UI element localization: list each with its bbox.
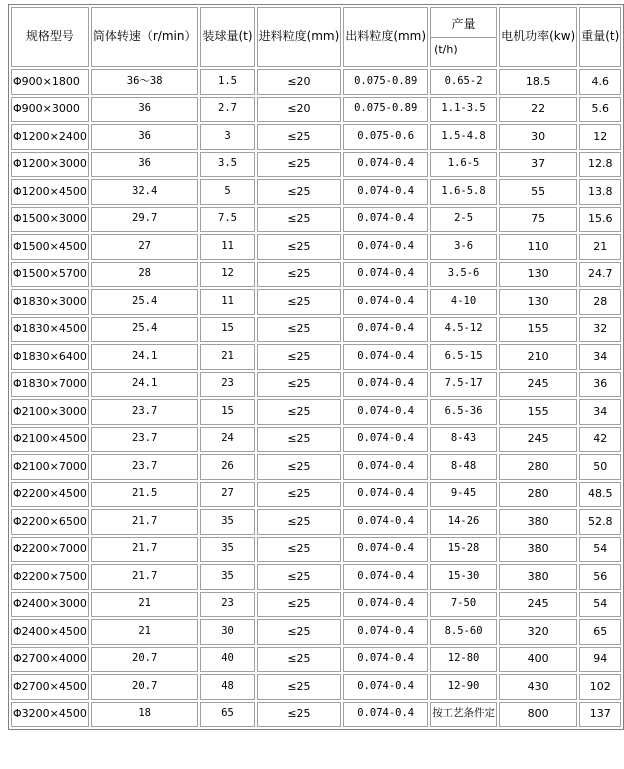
cell-speed: 28 <box>91 262 199 288</box>
cell-discharge-size: 0.074-0.4 <box>343 399 428 425</box>
cell-capacity: 14-26 <box>430 509 497 535</box>
cell-weight: 65 <box>579 619 621 645</box>
cell-ball-load: 5 <box>200 179 254 205</box>
cell-model: Φ1830×7000 <box>11 372 89 398</box>
table-row <box>11 317 621 343</box>
cell-ball-load: 35 <box>200 537 254 563</box>
cell-ball-load: 35 <box>200 564 254 590</box>
cell-model: Φ1500×5700 <box>11 262 89 288</box>
table-row <box>11 372 621 398</box>
cell-discharge-size: 0.074-0.4 <box>343 234 428 260</box>
cell-power: 30 <box>499 124 577 150</box>
cell-power: 400 <box>499 647 577 673</box>
cell-weight: 28 <box>579 289 621 315</box>
cell-model: Φ2700×4500 <box>11 674 89 700</box>
cell-capacity: 3.5-6 <box>430 262 497 288</box>
cell-discharge-size: 0.074-0.4 <box>343 482 428 508</box>
cell-ball-load: 11 <box>200 289 254 315</box>
cell-feed-size: ≤25 <box>257 207 342 233</box>
cell-speed: 21.7 <box>91 564 199 590</box>
cell-speed: 23.7 <box>91 454 199 480</box>
cell-discharge-size: 0.074-0.4 <box>343 702 428 728</box>
cell-power: 245 <box>499 427 577 453</box>
cell-feed-size: ≤25 <box>257 702 342 728</box>
cell-speed: 21.5 <box>91 482 199 508</box>
cell-feed-size: ≤25 <box>257 537 342 563</box>
cell-feed-size: ≤25 <box>257 124 342 150</box>
cell-feed-size: ≤25 <box>257 372 342 398</box>
cell-power: 245 <box>499 592 577 618</box>
cell-capacity: 7.5-17 <box>430 372 497 398</box>
cell-feed-size: ≤25 <box>257 619 342 645</box>
table-row <box>11 509 621 535</box>
cell-power: 110 <box>499 234 577 260</box>
cell-feed-size: ≤25 <box>257 454 342 480</box>
cell-capacity: 12-80 <box>430 647 497 673</box>
cell-discharge-size: 0.074-0.4 <box>343 317 428 343</box>
cell-speed: 21 <box>91 619 199 645</box>
cell-weight: 4.6 <box>579 69 621 95</box>
cell-feed-size: ≤25 <box>257 674 342 700</box>
cell-power: 22 <box>499 97 577 123</box>
cell-ball-load: 23 <box>200 592 254 618</box>
cell-speed: 27 <box>91 234 199 260</box>
cell-capacity: 4-10 <box>430 289 497 315</box>
cell-capacity: 8-43 <box>430 427 497 453</box>
cell-capacity: 1.6-5.8 <box>430 179 497 205</box>
cell-weight: 34 <box>579 344 621 370</box>
table-row <box>11 97 621 123</box>
table-row <box>11 564 621 590</box>
header-model: 规格型号 <box>11 7 89 67</box>
cell-capacity: 1.5-4.8 <box>430 124 497 150</box>
cell-capacity: 4.5-12 <box>430 317 497 343</box>
cell-feed-size: ≤25 <box>257 592 342 618</box>
cell-power: 130 <box>499 289 577 315</box>
cell-model: Φ2100×3000 <box>11 399 89 425</box>
cell-discharge-size: 0.074-0.4 <box>343 674 428 700</box>
cell-ball-load: 30 <box>200 619 254 645</box>
cell-speed: 36～38 <box>91 69 199 95</box>
cell-weight: 54 <box>579 592 621 618</box>
cell-power: 380 <box>499 509 577 535</box>
cell-discharge-size: 0.074-0.4 <box>343 537 428 563</box>
cell-model: Φ2400×4500 <box>11 619 89 645</box>
cell-weight: 32 <box>579 317 621 343</box>
cell-discharge-size: 0.075-0.89 <box>343 69 428 95</box>
table-row <box>11 152 621 178</box>
cell-speed: 36 <box>91 97 199 123</box>
cell-ball-load: 3 <box>200 124 254 150</box>
cell-discharge-size: 0.075-0.6 <box>343 124 428 150</box>
table-row <box>11 289 621 315</box>
cell-discharge-size: 0.074-0.4 <box>343 289 428 315</box>
cell-feed-size: ≤25 <box>257 482 342 508</box>
cell-ball-load: 11 <box>200 234 254 260</box>
header-capacity <box>430 7 497 67</box>
cell-capacity: 1.6-5 <box>430 152 497 178</box>
cell-discharge-size: 0.074-0.4 <box>343 427 428 453</box>
cell-speed: 23.7 <box>91 399 199 425</box>
cell-ball-load: 40 <box>200 647 254 673</box>
cell-model: Φ2200×7500 <box>11 564 89 590</box>
cell-feed-size: ≤25 <box>257 317 342 343</box>
table-row <box>11 537 621 563</box>
cell-weight: 102 <box>579 674 621 700</box>
cell-speed: 36 <box>91 152 199 178</box>
cell-speed: 36 <box>91 124 199 150</box>
cell-ball-load: 7.5 <box>200 207 254 233</box>
cell-weight: 24.7 <box>579 262 621 288</box>
cell-weight: 34 <box>579 399 621 425</box>
header-capacity-unit: (t/h) <box>434 43 458 57</box>
cell-discharge-size: 0.074-0.4 <box>343 372 428 398</box>
cell-speed: 20.7 <box>91 674 199 700</box>
cell-capacity: 9-45 <box>430 482 497 508</box>
cell-power: 380 <box>499 564 577 590</box>
table-row <box>11 399 621 425</box>
header-capacity-label: 产量 <box>431 14 496 38</box>
cell-model: Φ2100×4500 <box>11 427 89 453</box>
cell-feed-size: ≤20 <box>257 97 342 123</box>
cell-ball-load: 2.7 <box>200 97 254 123</box>
table-row <box>11 69 621 95</box>
cell-model: Φ900×3000 <box>11 97 89 123</box>
table-body <box>11 69 621 727</box>
cell-capacity: 2-5 <box>430 207 497 233</box>
cell-feed-size: ≤20 <box>257 69 342 95</box>
cell-speed: 25.4 <box>91 289 199 315</box>
cell-capacity: 7-50 <box>430 592 497 618</box>
cell-ball-load: 23 <box>200 372 254 398</box>
cell-speed: 18 <box>91 702 199 728</box>
cell-discharge-size: 0.074-0.4 <box>343 454 428 480</box>
cell-capacity: 12-90 <box>430 674 497 700</box>
cell-model: Φ1200×3000 <box>11 152 89 178</box>
cell-weight: 5.6 <box>579 97 621 123</box>
table-row <box>11 427 621 453</box>
cell-power: 320 <box>499 619 577 645</box>
cell-ball-load: 65 <box>200 702 254 728</box>
cell-speed: 20.7 <box>91 647 199 673</box>
cell-feed-size: ≤25 <box>257 647 342 673</box>
cell-capacity: 8-48 <box>430 454 497 480</box>
cell-model: Φ3200×4500 <box>11 702 89 728</box>
cell-power: 280 <box>499 454 577 480</box>
cell-model: Φ2700×4000 <box>11 647 89 673</box>
cell-weight: 54 <box>579 537 621 563</box>
cell-model: Φ2200×7000 <box>11 537 89 563</box>
cell-speed: 24.1 <box>91 372 199 398</box>
cell-ball-load: 12 <box>200 262 254 288</box>
cell-weight: 12.8 <box>579 152 621 178</box>
cell-weight: 94 <box>579 647 621 673</box>
cell-speed: 29.7 <box>91 207 199 233</box>
cell-model: Φ900×1800 <box>11 69 89 95</box>
cell-power: 210 <box>499 344 577 370</box>
cell-feed-size: ≤25 <box>257 509 342 535</box>
cell-weight: 50 <box>579 454 621 480</box>
header-ball-load: 装球量(t) <box>200 7 254 67</box>
table-row <box>11 207 621 233</box>
cell-capacity: 6.5-36 <box>430 399 497 425</box>
header-feed-size: 进料粒度(mm) <box>257 7 342 67</box>
cell-feed-size: ≤25 <box>257 234 342 260</box>
cell-discharge-size: 0.074-0.4 <box>343 509 428 535</box>
header-power: 电机功率(kw) <box>499 7 577 67</box>
cell-speed: 21.7 <box>91 537 199 563</box>
cell-power: 245 <box>499 372 577 398</box>
cell-discharge-size: 0.074-0.4 <box>343 344 428 370</box>
cell-discharge-size: 0.074-0.4 <box>343 179 428 205</box>
cell-feed-size: ≤25 <box>257 427 342 453</box>
cell-power: 380 <box>499 537 577 563</box>
cell-weight: 48.5 <box>579 482 621 508</box>
cell-speed: 32.4 <box>91 179 199 205</box>
cell-capacity: 0.65-2 <box>430 69 497 95</box>
cell-model: Φ1830×3000 <box>11 289 89 315</box>
cell-power: 130 <box>499 262 577 288</box>
cell-feed-size: ≤25 <box>257 344 342 370</box>
cell-discharge-size: 0.074-0.4 <box>343 262 428 288</box>
cell-weight: 36 <box>579 372 621 398</box>
cell-ball-load: 24 <box>200 427 254 453</box>
cell-discharge-size: 0.074-0.4 <box>343 152 428 178</box>
cell-model: Φ2100×7000 <box>11 454 89 480</box>
cell-speed: 21 <box>91 592 199 618</box>
cell-feed-size: ≤25 <box>257 152 342 178</box>
cell-capacity: 6.5-15 <box>430 344 497 370</box>
cell-ball-load: 15 <box>200 317 254 343</box>
cell-speed: 23.7 <box>91 427 199 453</box>
cell-power: 55 <box>499 179 577 205</box>
cell-power: 155 <box>499 317 577 343</box>
cell-discharge-size: 0.075-0.89 <box>343 97 428 123</box>
cell-ball-load: 15 <box>200 399 254 425</box>
cell-weight: 15.6 <box>579 207 621 233</box>
cell-power: 18.5 <box>499 69 577 95</box>
table-row <box>11 344 621 370</box>
cell-weight: 12 <box>579 124 621 150</box>
cell-feed-size: ≤25 <box>257 399 342 425</box>
cell-weight: 13.8 <box>579 179 621 205</box>
table-row <box>11 179 621 205</box>
table-row <box>11 592 621 618</box>
cell-weight: 21 <box>579 234 621 260</box>
table-row <box>11 619 621 645</box>
cell-weight: 56 <box>579 564 621 590</box>
table-row <box>11 482 621 508</box>
cell-power: 430 <box>499 674 577 700</box>
cell-power: 75 <box>499 207 577 233</box>
cell-discharge-size: 0.074-0.4 <box>343 647 428 673</box>
header-speed: 筒体转速（r/min） <box>91 7 199 67</box>
table-row <box>11 234 621 260</box>
cell-capacity: 3-6 <box>430 234 497 260</box>
table-row <box>11 262 621 288</box>
cell-capacity: 8.5-60 <box>430 619 497 645</box>
cell-weight: 137 <box>579 702 621 728</box>
cell-model: Φ2400×3000 <box>11 592 89 618</box>
cell-power: 800 <box>499 702 577 728</box>
cell-capacity: 15-30 <box>430 564 497 590</box>
cell-capacity: 1.1-3.5 <box>430 97 497 123</box>
cell-power: 37 <box>499 152 577 178</box>
header-row <box>11 7 621 67</box>
table-row <box>11 454 621 480</box>
cell-feed-size: ≤25 <box>257 564 342 590</box>
cell-model: Φ1200×4500 <box>11 179 89 205</box>
cell-model: Φ1500×4500 <box>11 234 89 260</box>
cell-capacity: 15-28 <box>430 537 497 563</box>
cell-feed-size: ≤25 <box>257 262 342 288</box>
cell-model: Φ1500×3000 <box>11 207 89 233</box>
cell-discharge-size: 0.074-0.4 <box>343 619 428 645</box>
cell-speed: 24.1 <box>91 344 199 370</box>
cell-model: Φ1830×6400 <box>11 344 89 370</box>
table-row <box>11 702 621 728</box>
cell-model: Φ1830×4500 <box>11 317 89 343</box>
table-row <box>11 124 621 150</box>
cell-speed: 21.7 <box>91 509 199 535</box>
table-row <box>11 647 621 673</box>
cell-capacity: 按工艺条件定 <box>430 702 497 728</box>
cell-model: Φ1200×2400 <box>11 124 89 150</box>
cell-ball-load: 35 <box>200 509 254 535</box>
cell-power: 280 <box>499 482 577 508</box>
table-row <box>11 674 621 700</box>
cell-ball-load: 27 <box>200 482 254 508</box>
cell-power: 155 <box>499 399 577 425</box>
header-discharge-size: 出料粒度(mm) <box>343 7 428 67</box>
cell-feed-size: ≤25 <box>257 289 342 315</box>
cell-ball-load: 26 <box>200 454 254 480</box>
cell-ball-load: 48 <box>200 674 254 700</box>
cell-weight: 42 <box>579 427 621 453</box>
header-weight: 重量(t) <box>579 7 621 67</box>
cell-speed: 25.4 <box>91 317 199 343</box>
cell-ball-load: 3.5 <box>200 152 254 178</box>
cell-weight: 52.8 <box>579 509 621 535</box>
cell-ball-load: 21 <box>200 344 254 370</box>
cell-model: Φ2200×6500 <box>11 509 89 535</box>
cell-model: Φ2200×4500 <box>11 482 89 508</box>
cell-feed-size: ≤25 <box>257 179 342 205</box>
cell-discharge-size: 0.074-0.4 <box>343 207 428 233</box>
cell-discharge-size: 0.074-0.4 <box>343 564 428 590</box>
ball-mill-spec-table <box>8 4 624 730</box>
cell-ball-load: 1.5 <box>200 69 254 95</box>
cell-discharge-size: 0.074-0.4 <box>343 592 428 618</box>
